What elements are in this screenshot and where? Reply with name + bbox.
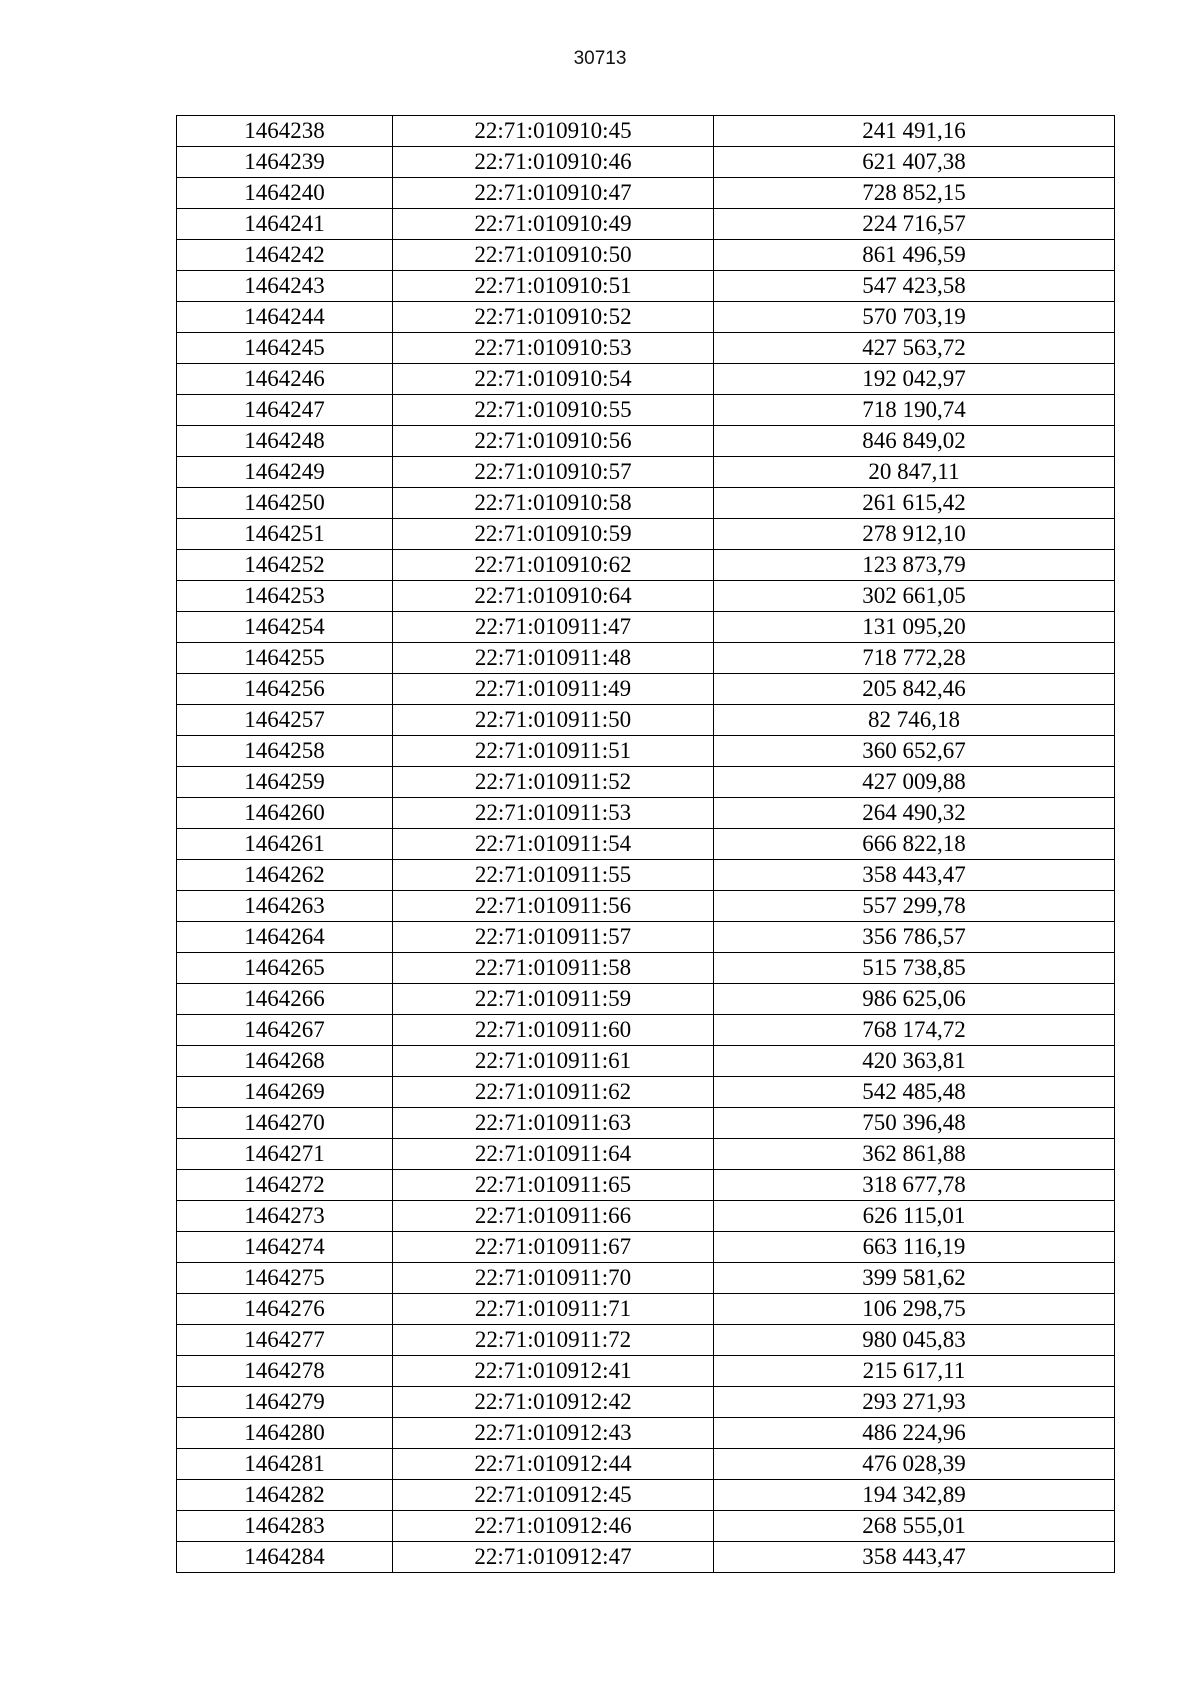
value-cell: 194 342,89 [714,1480,1115,1511]
value-cell: 427 009,88 [714,767,1115,798]
table-row [177,1232,1115,1263]
registry-number-cell: 1464266 [177,984,393,1015]
registry-number-cell: 1464271 [177,1139,393,1170]
table-row [177,1046,1115,1077]
registry-number-cell: 1464270 [177,1108,393,1139]
registry-number-cell: 1464259 [177,767,393,798]
table-row [177,1449,1115,1480]
cadastral-number-cell: 22:71:010911:56 [393,891,714,922]
cadastral-number-cell: 22:71:010911:63 [393,1108,714,1139]
registry-number-cell: 1464283 [177,1511,393,1542]
table-row [177,147,1115,178]
value-cell: 980 045,83 [714,1325,1115,1356]
cadastral-number-cell: 22:71:010911:62 [393,1077,714,1108]
cadastral-number-cell: 22:71:010911:72 [393,1325,714,1356]
registry-number-cell: 1464261 [177,829,393,860]
value-cell: 123 873,79 [714,550,1115,581]
cadastral-number-cell: 22:71:010911:51 [393,736,714,767]
table-row [177,240,1115,271]
registry-number-cell: 1464275 [177,1263,393,1294]
table-row [177,643,1115,674]
value-cell: 718 772,28 [714,643,1115,674]
registry-number-cell: 1464256 [177,674,393,705]
cadastral-number-cell: 22:71:010912:45 [393,1480,714,1511]
cadastral-number-cell: 22:71:010912:46 [393,1511,714,1542]
cadastral-number-cell: 22:71:010912:41 [393,1356,714,1387]
cadastral-number-cell: 22:71:010910:52 [393,302,714,333]
table-row [177,1356,1115,1387]
registry-number-cell: 1464269 [177,1077,393,1108]
cadastral-number-cell: 22:71:010911:60 [393,1015,714,1046]
table-row [177,891,1115,922]
value-cell: 427 563,72 [714,333,1115,364]
cadastral-number-cell: 22:71:010911:66 [393,1201,714,1232]
registry-number-cell: 1464279 [177,1387,393,1418]
value-cell: 205 842,46 [714,674,1115,705]
page-number: 30713 [573,48,627,69]
cadastral-number-cell: 22:71:010910:45 [393,116,714,147]
value-cell: 293 271,93 [714,1387,1115,1418]
value-cell: 547 423,58 [714,271,1115,302]
table-row [177,922,1115,953]
table-row [177,829,1115,860]
value-cell: 399 581,62 [714,1263,1115,1294]
cadastral-number-cell: 22:71:010912:43 [393,1418,714,1449]
cadastral-number-cell: 22:71:010911:67 [393,1232,714,1263]
value-cell: 358 443,47 [714,860,1115,891]
cadastral-number-cell: 22:71:010910:47 [393,178,714,209]
cadastral-number-cell: 22:71:010911:47 [393,612,714,643]
value-cell: 261 615,42 [714,488,1115,519]
table-row [177,1108,1115,1139]
value-cell: 666 822,18 [714,829,1115,860]
registry-number-cell: 1464246 [177,364,393,395]
value-cell: 718 190,74 [714,395,1115,426]
table-row [177,364,1115,395]
table-row [177,116,1115,147]
table-row [177,1077,1115,1108]
value-cell: 728 852,15 [714,178,1115,209]
registry-number-cell: 1464280 [177,1418,393,1449]
value-cell: 302 661,05 [714,581,1115,612]
registry-number-cell: 1464264 [177,922,393,953]
table-row [177,612,1115,643]
table-row [177,581,1115,612]
table-row [177,1170,1115,1201]
cadastral-number-cell: 22:71:010911:64 [393,1139,714,1170]
registry-number-cell: 1464277 [177,1325,393,1356]
registry-number-cell: 1464273 [177,1201,393,1232]
table-row [177,767,1115,798]
registry-number-cell: 1464265 [177,953,393,984]
table-row [177,333,1115,364]
registry-number-cell: 1464238 [177,116,393,147]
value-cell: 515 738,85 [714,953,1115,984]
registry-number-cell: 1464281 [177,1449,393,1480]
value-cell: 82 746,18 [714,705,1115,736]
value-cell: 768 174,72 [714,1015,1115,1046]
cadastral-number-cell: 22:71:010910:50 [393,240,714,271]
registry-number-cell: 1464278 [177,1356,393,1387]
value-cell: 557 299,78 [714,891,1115,922]
value-cell: 224 716,57 [714,209,1115,240]
cadastral-number-cell: 22:71:010910:53 [393,333,714,364]
registry-number-cell: 1464248 [177,426,393,457]
value-cell: 20 847,11 [714,457,1115,488]
registry-number-cell: 1464249 [177,457,393,488]
cadastral-number-cell: 22:71:010910:62 [393,550,714,581]
cadastral-number-cell: 22:71:010911:70 [393,1263,714,1294]
table-row [177,1325,1115,1356]
value-cell: 356 786,57 [714,922,1115,953]
value-cell: 542 485,48 [714,1077,1115,1108]
table-body [177,116,1115,1573]
table-row [177,1139,1115,1170]
cadastral-number-cell: 22:71:010911:52 [393,767,714,798]
registry-number-cell: 1464253 [177,581,393,612]
registry-number-cell: 1464284 [177,1542,393,1573]
value-cell: 358 443,47 [714,1542,1115,1573]
value-cell: 362 861,88 [714,1139,1115,1170]
value-cell: 215 617,11 [714,1356,1115,1387]
table-row [177,953,1115,984]
value-cell: 268 555,01 [714,1511,1115,1542]
cadastral-number-cell: 22:71:010911:71 [393,1294,714,1325]
registry-number-cell: 1464252 [177,550,393,581]
table-row [177,488,1115,519]
cadastral-number-cell: 22:71:010911:65 [393,1170,714,1201]
registry-number-cell: 1464250 [177,488,393,519]
cadastral-number-cell: 22:71:010911:57 [393,922,714,953]
value-cell: 420 363,81 [714,1046,1115,1077]
registry-number-cell: 1464251 [177,519,393,550]
cadastral-number-cell: 22:71:010911:54 [393,829,714,860]
cadastral-number-cell: 22:71:010910:64 [393,581,714,612]
table-row [177,674,1115,705]
table-row [177,705,1115,736]
registry-number-cell: 1464274 [177,1232,393,1263]
table-row [177,1263,1115,1294]
table-row [177,1480,1115,1511]
cadastral-number-cell: 22:71:010911:55 [393,860,714,891]
registry-number-cell: 1464262 [177,860,393,891]
table-row [177,1542,1115,1573]
registry-number-cell: 1464243 [177,271,393,302]
data-table [176,115,1115,1573]
registry-number-cell: 1464254 [177,612,393,643]
table-row [177,1015,1115,1046]
registry-number-cell: 1464258 [177,736,393,767]
value-cell: 846 849,02 [714,426,1115,457]
value-cell: 621 407,38 [714,147,1115,178]
table-row [177,457,1115,488]
value-cell: 986 625,06 [714,984,1115,1015]
registry-number-cell: 1464257 [177,705,393,736]
registry-number-cell: 1464267 [177,1015,393,1046]
cadastral-number-cell: 22:71:010911:53 [393,798,714,829]
table-row [177,426,1115,457]
table-row [177,860,1115,891]
table-row [177,302,1115,333]
table-row [177,178,1115,209]
registry-number-cell: 1464240 [177,178,393,209]
value-cell: 192 042,97 [714,364,1115,395]
value-cell: 131 095,20 [714,612,1115,643]
value-cell: 241 491,16 [714,116,1115,147]
table-row [177,209,1115,240]
registry-number-cell: 1464282 [177,1480,393,1511]
value-cell: 750 396,48 [714,1108,1115,1139]
value-cell: 626 115,01 [714,1201,1115,1232]
cadastral-number-cell: 22:71:010910:56 [393,426,714,457]
value-cell: 476 028,39 [714,1449,1115,1480]
cadastral-number-cell: 22:71:010910:59 [393,519,714,550]
table-row [177,1294,1115,1325]
table-row [177,798,1115,829]
value-cell: 486 224,96 [714,1418,1115,1449]
registry-number-cell: 1464255 [177,643,393,674]
cadastral-number-cell: 22:71:010910:51 [393,271,714,302]
cadastral-number-cell: 22:71:010911:48 [393,643,714,674]
cadastral-number-cell: 22:71:010910:46 [393,147,714,178]
cadastral-number-cell: 22:71:010910:58 [393,488,714,519]
registry-number-cell: 1464239 [177,147,393,178]
value-cell: 570 703,19 [714,302,1115,333]
table-row [177,550,1115,581]
registry-number-cell: 1464272 [177,1170,393,1201]
registry-number-cell: 1464245 [177,333,393,364]
cadastral-number-cell: 22:71:010912:44 [393,1449,714,1480]
table-row [177,395,1115,426]
registry-number-cell: 1464242 [177,240,393,271]
registry-number-cell: 1464263 [177,891,393,922]
table-row [177,1201,1115,1232]
value-cell: 264 490,32 [714,798,1115,829]
registry-number-cell: 1464268 [177,1046,393,1077]
cadastral-number-cell: 22:71:010911:61 [393,1046,714,1077]
value-cell: 663 116,19 [714,1232,1115,1263]
value-cell: 861 496,59 [714,240,1115,271]
value-cell: 278 912,10 [714,519,1115,550]
cadastral-number-cell: 22:71:010910:49 [393,209,714,240]
cadastral-number-cell: 22:71:010911:59 [393,984,714,1015]
registry-number-cell: 1464241 [177,209,393,240]
registry-number-cell: 1464260 [177,798,393,829]
value-cell: 106 298,75 [714,1294,1115,1325]
table-row [177,1387,1115,1418]
value-cell: 318 677,78 [714,1170,1115,1201]
table-row [177,736,1115,767]
value-cell: 360 652,67 [714,736,1115,767]
cadastral-number-cell: 22:71:010910:55 [393,395,714,426]
table-row [177,519,1115,550]
cadastral-number-cell: 22:71:010911:50 [393,705,714,736]
registry-number-cell: 1464244 [177,302,393,333]
registry-number-cell: 1464247 [177,395,393,426]
table-row [177,1511,1115,1542]
registry-number-cell: 1464276 [177,1294,393,1325]
cadastral-number-cell: 22:71:010911:49 [393,674,714,705]
table-row [177,271,1115,302]
cadastral-number-cell: 22:71:010912:42 [393,1387,714,1418]
cadastral-number-cell: 22:71:010910:57 [393,457,714,488]
cadastral-number-cell: 22:71:010912:47 [393,1542,714,1573]
table-row [177,984,1115,1015]
cadastral-number-cell: 22:71:010911:58 [393,953,714,984]
cadastral-number-cell: 22:71:010910:54 [393,364,714,395]
table-row [177,1418,1115,1449]
